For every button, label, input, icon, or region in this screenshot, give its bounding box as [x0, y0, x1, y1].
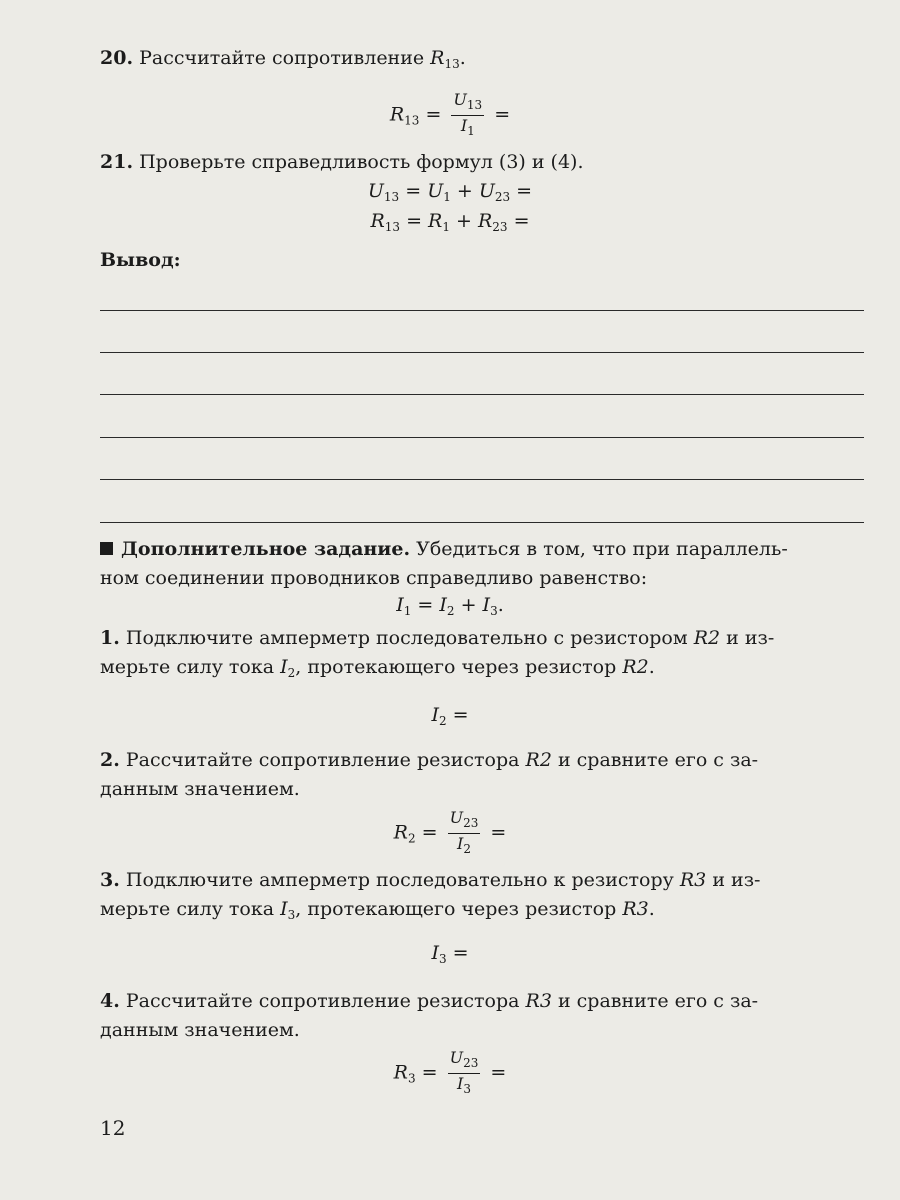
formula-i1: $I_1 = I_2 + I_3$.: [396, 594, 504, 618]
step-3: 3. Подключите амперметр последовательно к резистору R3 и из- мерьте силу тока $I_3$, протекающего через резистор R3.: [100, 869, 761, 922]
formula-r2: $R_2$ = $\frac{U_{23}}{I_2}$ =: [0, 808, 900, 859]
formula-r13-sum: $R_{13} = R_1 + R_{23}$ =: [370, 210, 530, 234]
fraction: $\frac{U_{23}}{I_3}$: [449, 1048, 479, 1096]
answer-line: [100, 437, 864, 438]
page-number: 12: [100, 1116, 126, 1140]
task-21: 21. Проверьте справедливость формул (3) и (4).: [100, 151, 584, 173]
step-1: 1. Подключите амперметр последовательно с резистором R2 и из- мерьте силу тока $I_2$, протекающего через резистор R2.: [100, 627, 775, 680]
formula-r3: $R_3$ = $\frac{U_{23}}{I_3}$ =: [0, 1048, 900, 1099]
formula-r13: $R_{13}$ = $\frac{U_{13}}{I_1}$ =: [0, 90, 900, 141]
formula-i3: $I_3$ =: [431, 942, 469, 966]
fraction: $\frac{U_{23}}{I_2}$: [449, 808, 479, 856]
step-4: 4. Рассчитайте сопротивление резистора R3 и сравните его с за- данным значением.: [100, 990, 759, 1041]
answer-line: [100, 522, 864, 523]
extra-task: Дополнительное задание. Убедиться в том, что при параллель- ном соединении проводников справедливо равенство:: [100, 538, 788, 589]
square-bullet-icon: [100, 542, 113, 555]
formula-i2: $I_2$ =: [431, 704, 469, 728]
answer-line: [100, 310, 864, 311]
answer-line: [100, 394, 864, 395]
conclusion-label: Вывод:: [100, 249, 181, 271]
formula-u13: $U_{13} = U_1 + U_{23}$ =: [367, 180, 533, 204]
step-2: 2. Рассчитайте сопротивление резистора R2 и сравните его с за- данным значением.: [100, 749, 759, 800]
answer-line: [100, 479, 864, 480]
answer-line: [100, 352, 864, 353]
task-20: 20. Рассчитайте сопротивление $R_{13}$.: [100, 47, 466, 71]
fraction: $\frac{U_{13}}{I_1}$: [453, 90, 483, 138]
